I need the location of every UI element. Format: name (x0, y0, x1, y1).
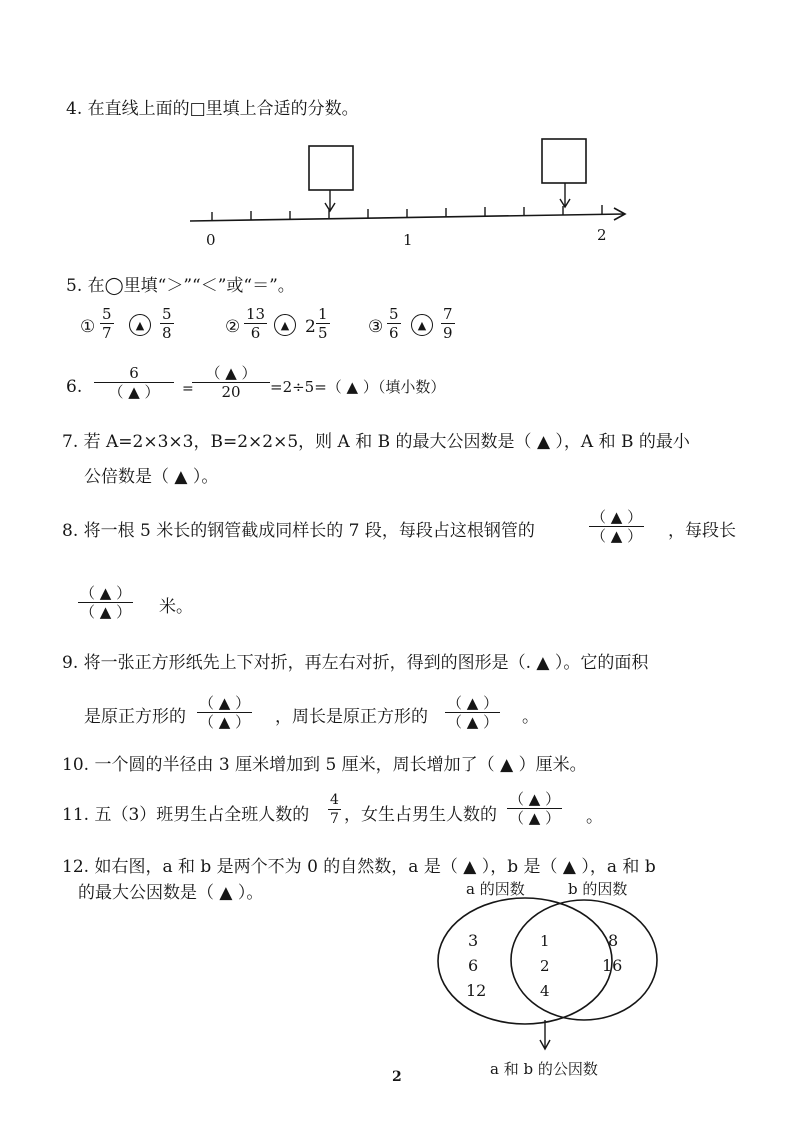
q11-text-b: ，女生占男生人数的 (344, 805, 497, 825)
q8-blank-fraction-2: （ ▲ ） （ ▲ ） (80, 584, 132, 621)
q5-text: 5. 在◯里填“＞”“＜”或“＝”。 (66, 276, 295, 296)
compare-circle-3: ▲ (411, 314, 433, 336)
q4-text: 4. 在直线上面的□里填上合适的分数。 (66, 99, 359, 119)
q5-item3-left: 5 6 (389, 305, 399, 342)
q11-end: 。 (586, 807, 603, 827)
q7-line2: 公倍数是（ ▲ ）。 (84, 467, 219, 487)
venn-label-b: b 的因数 (568, 880, 628, 898)
tick-label-2: 2 (597, 226, 607, 244)
venn-a-only-1: 3 (468, 931, 479, 950)
q5-item1-index: ① (80, 317, 96, 337)
tick-label-1: 1 (403, 231, 413, 249)
q5-item1-right: 5 8 (162, 305, 172, 342)
q12-line1: 12. 如右图，a 和 b 是两个不为 0 的自然数，a 是（ ▲ ），b 是（ ▲ ），a 和 b (62, 857, 656, 877)
q10-text: 10. 一个圆的半径由 3 厘米增加到 5 厘米，周长增加了（ ▲ ）厘米。 (62, 755, 587, 775)
q9-line2c: 。 (522, 707, 539, 727)
page-number: 2 (392, 1069, 402, 1085)
q9-line1: 9. 将一张正方形纸先上下对折，再左右对折，得到的图形是（. ▲ ）。它的面积 (62, 653, 649, 673)
answer-box-1 (309, 146, 353, 190)
q5-item3-right: 7 9 (443, 305, 453, 342)
venn-a-only-2: 6 (468, 956, 479, 975)
q11-fraction: 4 7 (330, 792, 339, 827)
axis-ticks (212, 205, 602, 221)
q5-item2-right: 1 5 (318, 305, 328, 342)
q5-item2-whole: 2 (305, 317, 316, 337)
q5-item2-index: ② (225, 317, 241, 337)
q8-blank-fraction-1: （ ▲ ） （ ▲ ） (591, 508, 643, 545)
answer-box-2 (542, 139, 586, 183)
venn-label-a: a 的因数 (466, 880, 525, 898)
q5-item1-left: 5 7 (102, 305, 112, 342)
venn-common-3: 4 (540, 982, 550, 1000)
q4-number-line (0, 0, 794, 260)
venn-set-b (511, 900, 657, 1020)
venn-b-only-2: 16 (602, 956, 623, 975)
q7-line1: 7. 若 A=2×3×3，B=2×2×5，则 A 和 B 的最大公因数是（ ▲ ），A 和 B 的最小 (62, 432, 690, 452)
q6-fraction-1: 6 （ ▲ ） (94, 364, 174, 401)
q8-line1: 8. 将一根 5 米长的钢管截成同样长的 7 段，每段占这根钢管的 (62, 521, 535, 541)
q5-item2-left: 13 6 (246, 305, 266, 342)
q9-line2b: ，周长是原正方形的 (275, 707, 428, 727)
q6-label: 6. (66, 377, 83, 397)
venn-a-only-3: 12 (466, 981, 487, 1000)
q8-after1: ，每段长 (668, 521, 736, 541)
q6-fraction-2: （ ▲ ） 20 (192, 364, 270, 401)
venn-common-2: 2 (540, 957, 550, 975)
compare-circle-2: ▲ (274, 314, 296, 336)
tick-label-0: 0 (206, 231, 216, 249)
venn-common-1: 1 (540, 932, 550, 950)
q6-rest: =2÷5=（ ▲ ）（填小数） (270, 378, 446, 396)
q11-blank-fraction: （ ▲ ） （ ▲ ） (509, 790, 561, 827)
compare-circle-1: ▲ (129, 314, 151, 336)
q11-text-a: 11. 五（3）班男生占全班人数的 (62, 805, 310, 825)
q8-after2: 米。 (159, 597, 193, 617)
venn-b-only-1: 8 (608, 931, 619, 950)
q9-blank-fraction-1: （ ▲ ） （ ▲ ） (199, 694, 251, 731)
q12-line2: 的最大公因数是（ ▲ ）。 (78, 883, 264, 903)
q9-line2a: 是原正方形的 (84, 707, 186, 727)
q9-blank-fraction-2: （ ▲ ） （ ▲ ） (447, 694, 499, 731)
venn-common-label: a 和 b 的公因数 (490, 1060, 598, 1078)
q6-equals: = (182, 381, 194, 397)
q5-item3-index: ③ (368, 317, 384, 337)
venn-set-a (438, 898, 612, 1024)
